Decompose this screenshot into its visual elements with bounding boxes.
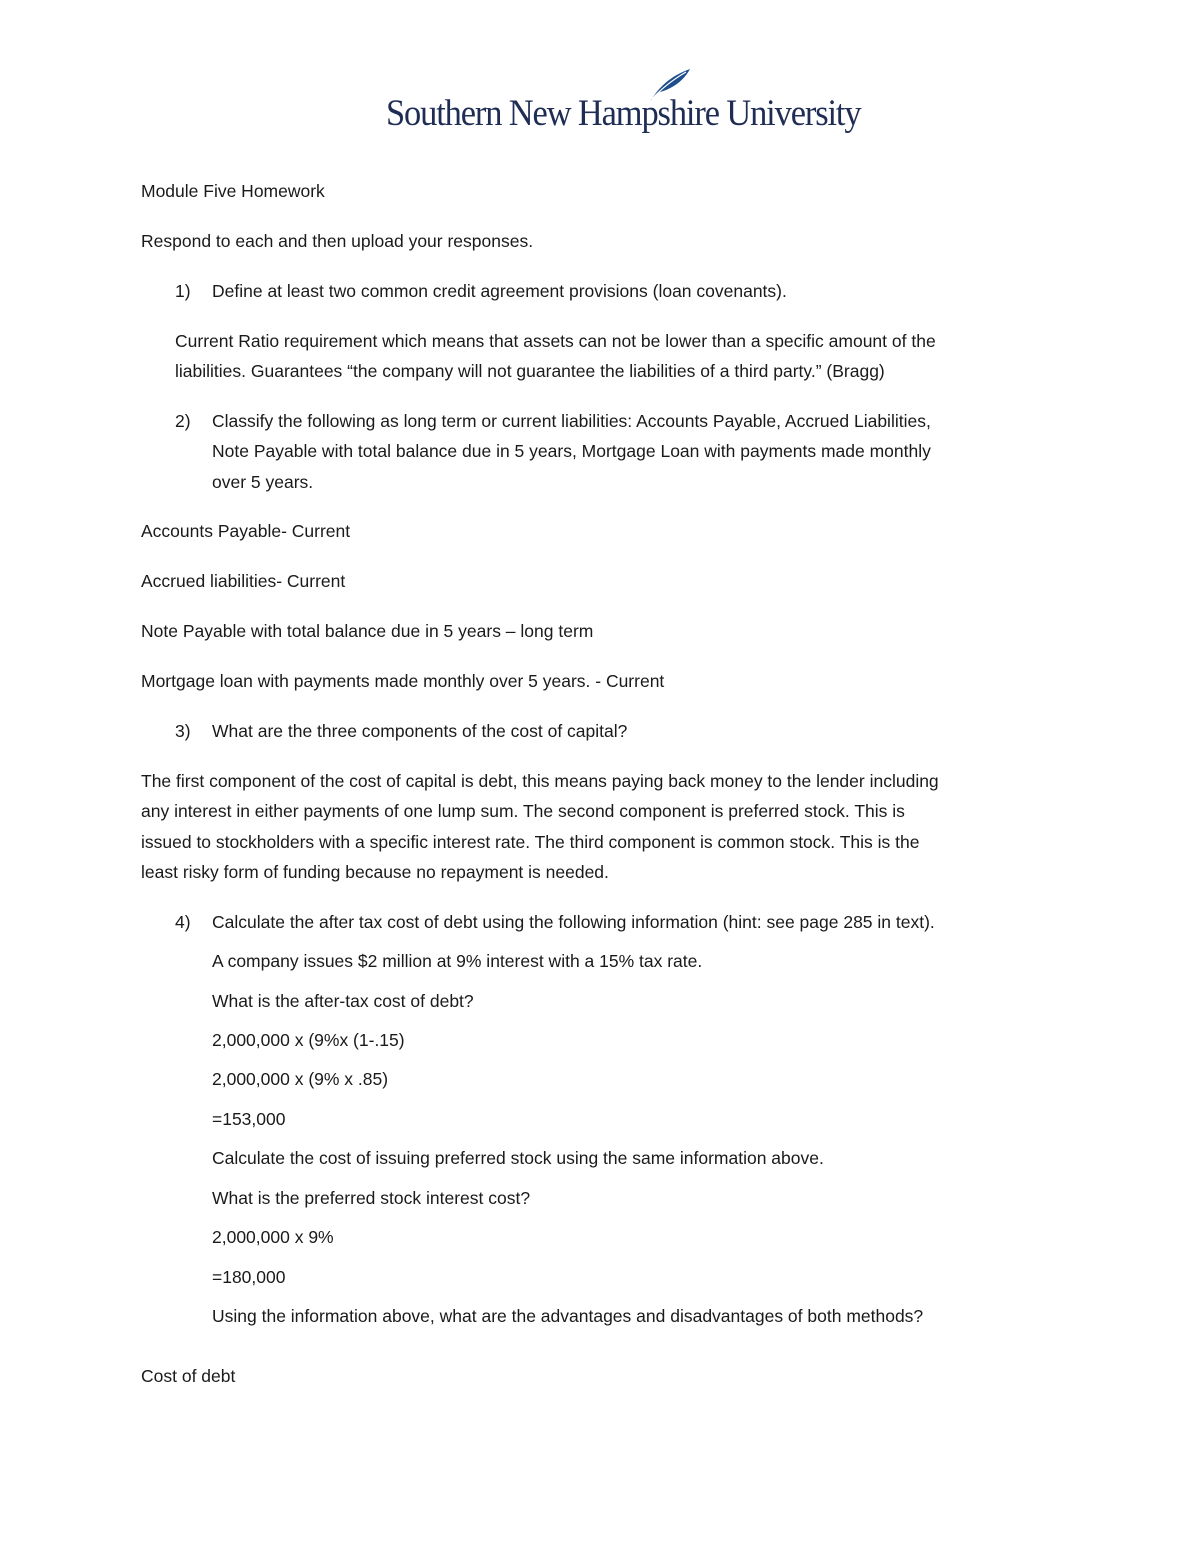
q2-question-line: over 5 years.	[212, 472, 314, 492]
q2-answer: Note Payable with total balance due in 5 years – long term	[141, 621, 594, 641]
q3-answer-line: The first component of the cost of capital is debt, this means paying back money to the lender including	[141, 771, 939, 791]
q2-number: 2)	[175, 411, 191, 431]
instructions: Respond to each and then upload your responses.	[141, 231, 534, 251]
q1-question: Define at least two common credit agreement provisions (loan covenants).	[212, 281, 787, 301]
q4-line: Calculate the after tax cost of debt using the following information (hint: see page 285 in text).	[212, 912, 935, 932]
q3-question: What are the three components of the cost of capital?	[212, 721, 628, 741]
logo-wordmark: Southern New Hampshire University	[386, 93, 861, 134]
q4-line: A company issues $2 million at 9% interest with a 15% tax rate.	[212, 951, 703, 971]
q4-line: =153,000	[212, 1109, 286, 1129]
q1-number: 1)	[175, 281, 191, 301]
q2-question-line: Classify the following as long term or current liabilities: Accounts Payable, Accrued Liabilities,	[212, 411, 931, 431]
q3-number: 3)	[175, 721, 191, 741]
q4-line: =180,000	[212, 1267, 286, 1287]
q3-answer-line: least risky form of funding because no repayment is needed.	[141, 862, 609, 882]
q4-line: 2,000,000 x (9% x .85)	[212, 1069, 389, 1089]
q4-line: 2,000,000 x 9%	[212, 1227, 334, 1247]
q2-question-line: Note Payable with total balance due in 5 years, Mortgage Loan with payments made monthly	[212, 441, 931, 461]
q3-answer-line: issued to stockholders with a specific interest rate. The third component is common stock. This is the	[141, 832, 920, 852]
q4-line: What is the after-tax cost of debt?	[212, 991, 474, 1011]
q4-line: Calculate the cost of issuing preferred stock using the same information above.	[212, 1148, 824, 1168]
q2-answer: Mortgage loan with payments made monthly over 5 years. - Current	[141, 671, 665, 691]
q4-line: Using the information above, what are the advantages and disadvantages of both methods?	[212, 1306, 924, 1326]
university-logo	[386, 66, 861, 142]
q4-line: 2,000,000 x (9%x (1-.15)	[212, 1030, 405, 1050]
q3-answer-line: any interest in either payments of one lump sum. The second component is preferred stock. This is	[141, 801, 905, 821]
q1-answer-line: liabilities. Guarantees “the company will not guarantee the liabilities of a third party.” (Bragg)	[175, 361, 885, 381]
q1-answer-line: Current Ratio requirement which means that assets can not be lower than a specific amount of the	[175, 331, 936, 351]
q2-answer: Accrued liabilities- Current	[141, 571, 346, 591]
q4-number: 4)	[175, 912, 191, 932]
q2-answer: Accounts Payable- Current	[141, 521, 351, 541]
document-title: Module Five Homework	[141, 181, 325, 201]
q4-line: What is the preferred stock interest cost?	[212, 1188, 531, 1208]
cost-of-debt-heading: Cost of debt	[141, 1366, 236, 1386]
